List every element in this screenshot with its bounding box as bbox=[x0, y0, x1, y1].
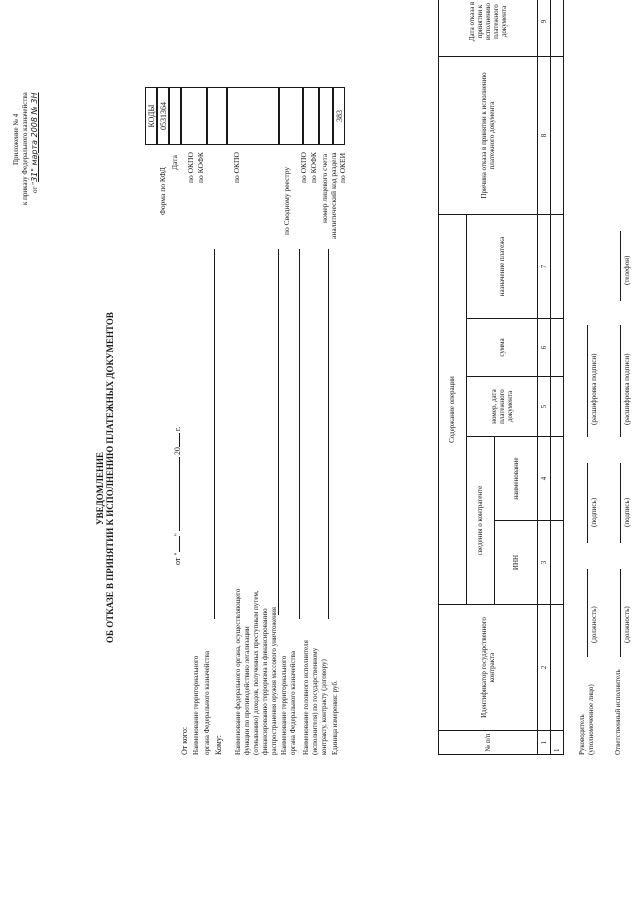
page-title: ОБ ОТКАЗЕ В ПРИНЯТИИ К ИСПОЛНЕНИЮ ПЛАТЕЖНЫХ ДОКУМЕНТОВ bbox=[105, 312, 115, 643]
sig-head-position-caption: (должность) bbox=[590, 606, 598, 643]
sig-resp-phone-line[interactable] bbox=[620, 231, 621, 301]
sig-resp-signature-line[interactable] bbox=[620, 463, 621, 543]
col-sum-header: сумма bbox=[467, 319, 538, 377]
col-number: 4 bbox=[538, 437, 551, 521]
appendix-line-2: к приказу Федерального казначейства bbox=[21, 92, 29, 205]
col-number: 7 bbox=[538, 215, 551, 319]
documents-table bbox=[438, 0, 564, 755]
field-territorial-1-line[interactable] bbox=[214, 249, 215, 619]
col-number: 8 bbox=[538, 57, 551, 215]
field-territorial-1b: органа Федерального казначейства bbox=[203, 651, 211, 755]
field-territorial-2-line[interactable] bbox=[299, 249, 300, 619]
row-number: 1 bbox=[551, 731, 564, 755]
sig-head-position-line[interactable] bbox=[587, 569, 588, 657]
col-number: 5 bbox=[538, 377, 551, 437]
sig-resp-position-line[interactable] bbox=[620, 569, 621, 657]
okpo-label-2: по ОКПО bbox=[232, 152, 241, 183]
table-cell[interactable] bbox=[551, 377, 564, 437]
sig-head-label-b: (уполномоченное лицо) bbox=[587, 684, 595, 755]
okpo-code-cell-1[interactable] bbox=[181, 87, 207, 145]
sig-resp-position-caption: (должность) bbox=[623, 606, 631, 643]
col-number: 1 bbox=[538, 731, 551, 755]
field-territorial-1a: Наименование территориального bbox=[192, 655, 200, 755]
col-number: 3 bbox=[538, 521, 551, 605]
form-code-value: 0531364 bbox=[157, 87, 169, 145]
col-purpose-header: назначение платежа bbox=[467, 215, 538, 319]
col-reason-header: Причина отказа в принятии к исполнению платежного документа bbox=[439, 57, 538, 215]
table-cell[interactable] bbox=[551, 437, 564, 521]
kofk-code-cell-2[interactable] bbox=[303, 87, 319, 145]
sig-resp-phone-caption: (телефон) bbox=[623, 255, 631, 285]
okei-code-value: 383 bbox=[333, 87, 345, 145]
field-fed-body-c: (отмыванию) доходов, полученных преступным путем, bbox=[252, 590, 260, 755]
field-to-label: Кому: bbox=[214, 735, 223, 755]
kofk-label-2: по КОФК bbox=[309, 152, 318, 183]
sig-resp-decoding-line[interactable] bbox=[620, 325, 621, 437]
table-cell[interactable] bbox=[551, 605, 564, 731]
field-contractor-b: (исполнителя) по государственному bbox=[311, 647, 319, 755]
sig-head-decoding-caption: (расшифровка подписи) bbox=[590, 353, 598, 425]
field-contractor-line[interactable] bbox=[328, 249, 329, 619]
table-cell[interactable] bbox=[551, 521, 564, 605]
sig-responsible-label: Ответственный исполнитель bbox=[614, 669, 622, 755]
table-cell[interactable] bbox=[551, 215, 564, 319]
sig-resp-signature-caption: (подпись) bbox=[623, 497, 631, 527]
form-code-label: Форма по КФД bbox=[158, 167, 167, 215]
kofk-label-1: по КОФК bbox=[196, 152, 205, 183]
col-number: 9 bbox=[538, 0, 551, 57]
table-cell[interactable] bbox=[551, 0, 564, 57]
col-num-header: № п/п bbox=[439, 731, 538, 755]
account-label: номер лицевого счета bbox=[320, 153, 329, 223]
field-fed-body-e: распространения оружия массового уничтожения bbox=[270, 607, 278, 755]
field-contractor-a: Наименование головного исполнителя bbox=[302, 640, 310, 755]
field-fed-body-b: функции по противодействию легализации bbox=[243, 626, 251, 755]
sig-resp-decoding-caption: (расшифровка подписи) bbox=[623, 353, 631, 425]
date-line: от "" 20 г. bbox=[173, 426, 182, 565]
codes-header: КОДЫ bbox=[145, 87, 157, 145]
title-line-1: УВЕДОМЛЕНИЕ bbox=[95, 451, 105, 525]
analytic-label: аналитический код раздела bbox=[329, 152, 338, 239]
sig-head-label-a: Руководитель bbox=[578, 714, 586, 755]
col-number: 6 bbox=[538, 319, 551, 377]
appendix-line-3: от "31" марта 2008 № 3Н bbox=[30, 92, 39, 193]
col-inn-header: ИНН bbox=[495, 521, 538, 605]
table-cell[interactable] bbox=[551, 57, 564, 215]
field-fed-body-a: Наименование федерального органа, осуществляющего bbox=[234, 588, 242, 755]
date-code-cell[interactable] bbox=[169, 87, 181, 145]
okei-label: по ОКЕИ bbox=[338, 152, 347, 183]
col-name-header: наименование bbox=[495, 437, 538, 521]
field-territorial-2a: Наименование территориального bbox=[280, 655, 288, 755]
okpo-label-3: по ОКПО bbox=[299, 152, 308, 183]
sig-head-signature-line[interactable] bbox=[587, 463, 588, 543]
group-contractor-header: сведения о контрагенте bbox=[467, 437, 495, 605]
column-number-row bbox=[538, 0, 551, 755]
field-fed-body-line[interactable] bbox=[278, 249, 279, 615]
sig-head-decoding-line[interactable] bbox=[587, 325, 588, 437]
field-unit: Единица измерения: руб. bbox=[331, 680, 339, 755]
table-cell[interactable] bbox=[551, 319, 564, 377]
field-contractor-c: контракту, контракту (договору) bbox=[320, 659, 328, 755]
sig-head-signature-caption: (подпись) bbox=[590, 497, 598, 527]
col-contract-id-header: Идентификатор государственного контракта bbox=[439, 605, 538, 731]
field-from-label: От кого: bbox=[180, 726, 189, 755]
okpo-code-cell-2[interactable] bbox=[227, 87, 279, 145]
col-doc-header: номер, дата платежного документа bbox=[467, 377, 538, 437]
svod-code-cell[interactable] bbox=[279, 87, 303, 145]
group-operations-header: Содержание операции bbox=[439, 215, 467, 605]
col-number: 2 bbox=[538, 605, 551, 731]
date-code-label: Дата bbox=[170, 155, 179, 170]
account-code-cell[interactable] bbox=[319, 87, 333, 145]
table-row bbox=[551, 0, 564, 755]
col-refusal-date-header: Дата отказа в принятии к исполнению платежного документа bbox=[439, 0, 538, 57]
kofk-code-cell-1[interactable] bbox=[207, 87, 227, 145]
appendix-line-1: Приложение № 4 bbox=[12, 113, 20, 165]
okpo-label-1: по ОКПО bbox=[186, 152, 195, 183]
field-fed-body-d: финансированию терроризма и финансированию bbox=[261, 608, 269, 755]
field-territorial-2b: органа Федерального казначейства bbox=[289, 651, 297, 755]
svod-label: по Сводному реестру bbox=[282, 166, 291, 235]
